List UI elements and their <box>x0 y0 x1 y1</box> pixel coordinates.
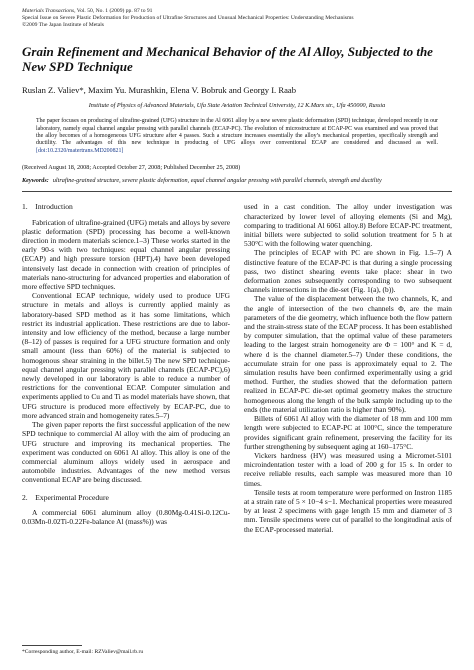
doi-link[interactable]: [doi:10.2320/matertrans.MD200821] <box>36 147 124 154</box>
corresponding-author-note: *Corresponding author, E-mail: RZValiev@mail.rb.ru <box>22 649 144 655</box>
intro-paragraph-2: Conventional ECAP technique, widely used to produce UFG structure in metals and alloys is currently applied mainly as laboratory-based SPD method as it has some limitations, which restrict its industrial application. These restrictions are due to labor-intensity and low efficiency of the method, because a large number (8–12) of passes is required for a UFG structure formation and only small amount (less than 60%) of the material is subjected to homogenous shear straining in the billet.5) The new SPD technique-equal channel angular pressing with parallel channels (ECAP-PC),6) newly developed in our laboratory is able to reduce a number of restrictions for the conventional ECAP. Computer simulation and experiments applied to Cu and Ti as model materials have shown, that UFG structure is produced more effectively by ECAP-PC, due to more advanced strain and homogeneity rates.5–7) <box>22 291 230 420</box>
journal-header <box>22 8 452 30</box>
paper-authors: Ruslan Z. Valiev*, Maxim Yu. Murashkin, Elena V. Bobruk and Georgy I. Raab <box>22 84 297 95</box>
right-paragraph-4: Billets of 6061 Al alloy with the diameter of 18 mm and 100 mm length were subjected to ECAP-PC at 100°C, since the temperature provides significant grain refinement, preserving the facility for its further strengthening by subsequent aging at 160–175°C. <box>244 414 452 451</box>
keywords-label: Keywords: <box>22 176 49 184</box>
received-dates: (Received August 18, 2008; Accepted October 27, 2008; Published December 25, 2008) <box>22 164 241 172</box>
author-affiliation: Institute of Physics of Advanced Materials, Ufa State Aviation Technical University, 12 K.Marx str., Ufa 450000, Russia <box>88 101 386 109</box>
right-paragraph-3: The value of the displacement between the two channels, K, and the angle of intersection of the two channels Φ, are the main parameters of the die geometry, which influence both the flow pattern and the strain-stress state of the ECAP process. It has been established by computer simulation, that the optimal value of these parameters leading to the largest strain homogeneity are Φ = 100° and K = d, where d is the channel diameter.5–7) Under these conditions, the accumulate strain for one pass is approximately equal to 2. The simulation results have been confirmed experimentally using a grid method. Further, the studies showed that the deformation pattern realized in ECAP-PC die-set optimal geometry makes the structure homogeneous along the length of the bulk sample including up to the ends (the material utilization ratio is higher than 90%). <box>244 294 452 414</box>
journal-name: Materials Transactions <box>22 8 75 14</box>
journal-issue: , Vol. 50, No. 1 (2009) pp. 87 to 91 <box>74 8 153 14</box>
intro-paragraph-3: The given paper reports the first successful application of the new SPD technique to commercial Al alloy with the aim of producing an UFG structure and improving its mechanical properties. The experiment was conducted on 6061 Al alloy. This alloy is one of the commercial aluminum alloys widely used in aerospace and automobile industries. Advantages of the new method versus conventional ECAP are being discussed. <box>22 420 230 485</box>
section-divider <box>22 191 452 192</box>
footnote <box>22 645 230 656</box>
abstract-text: The paper focuses on producing of ultrafine-grained (UFG) structure in the Al 6061 alloy by a new severe plastic deformation (SPD) technique, developed recently in our laboratory, namely equal channel angular pressing with parallel channels (ECAP-PC). The evolution of microstructure at ECAP-PC was examined and was proved that the alloy becomes of a homogeneous UFG structure after 4 passes. Such a structure increases essentially the alloy’s mechanical properties, specifically strength and ductility. The advantages of this new technique in producing of UFG alloys over conventional ECAP are considered and discussed as well. <box>36 118 438 147</box>
abstract <box>36 118 438 155</box>
left-column <box>22 202 230 533</box>
copyright-line: ©2009 The Japan Institute of Metals <box>22 22 104 29</box>
introduction-heading: 1. Introduction <box>22 202 73 212</box>
experimental-heading: 2. Experimental Procedure <box>22 492 109 502</box>
right-paragraph-1: used in a cast condition. The alloy under investigation was characterized by lower level of alloying elements (Si and Mg), comparing to traditional Al 6061 alloy.8) Before ECAP-PC treatment, initial billets were subjected to solid solution treatment for 5 h at 530°C with the following water quenching. <box>244 202 452 249</box>
keywords-block <box>22 177 452 185</box>
right-paragraph-2: The principles of ECAP with PC are shown in Fig. 1.5–7) A distinctive feature of the ECAP-PC is that during a single processing pass, two distinct shearing events take place: shear in two deformation zones subsequently corresponding to two subsequent channels intersections in the die-set (Fig. 1(a), (b)). <box>244 248 452 295</box>
paper-title: Grain Refinement and Mechanical Behavior of the Al Alloy, Subjected to the New SPD Technique <box>22 43 433 75</box>
special-issue-line: Special Issue on Severe Plastic Deformation for Production of Ultrafine Structures and Unusual Mechanical Properties: Understanding Mechanisms <box>22 15 354 22</box>
right-paragraph-6: Tensile tests at room temperature were performed on Instron 1185 at a strain rate of 5 × 10−4 s−1. Mechanical properties were measured by at least 2 specimens with gage length 15 mm and diameter of 3 mm. Tensile specimens were cut of parallel to the longitudinal axis of the ECAP-processed material. <box>244 487 452 534</box>
footnote-rule <box>22 645 82 646</box>
right-column <box>244 202 452 533</box>
body-columns <box>22 202 452 533</box>
experimental-paragraph-1: A commercial 6061 aluminum alloy (0.80Mg-0.41Si-0.12Cu-0.03Mn-0.02Ti-0.22Fe-balance Al (mass%)) was <box>22 507 230 526</box>
right-paragraph-5: Vickers hardness (HV) was measured using a Micromet-5101 microindentation tester with a load of 200 g for 15 s. In order to receive reliable results, each sample was measured more than 10 times. <box>244 450 452 488</box>
keywords-text: ultrafine-grained structure, severe plastic deformation, equal channel angular pressing with parallel channels, strength and ductility <box>52 176 382 184</box>
intro-paragraph-1: Fabrication of ultrafine-grained (UFG) metals and alloys by severe plastic deformation (SPD) processing has become a well-known direction in modern materials science.1–3) These works started in the early 90-s with two techniques: equal channel angular pressing (ECAP) and high pressure torsion (HPT),4) have been developed intensively last decade in connection with creation of principles of materials nano-structuring for advanced properties and elaboration of more effective SPD techniques. <box>22 217 230 292</box>
